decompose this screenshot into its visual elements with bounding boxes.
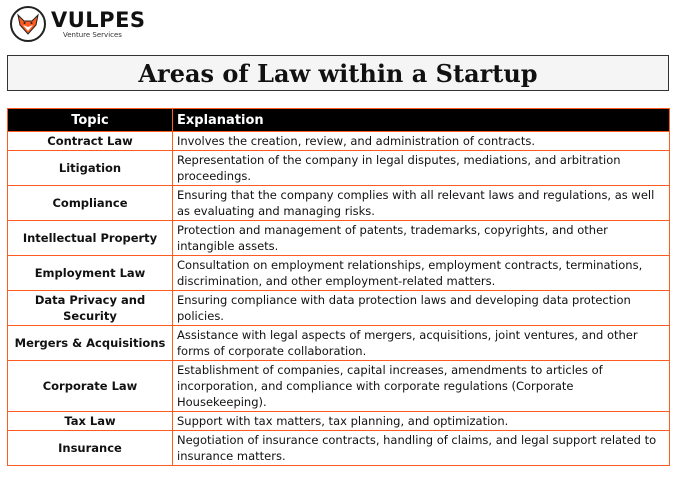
table-header-row [8,109,670,132]
table-row [8,326,670,361]
table-row [8,256,670,291]
brand-logo [10,6,146,42]
topic-cell: Employment Law [8,256,173,291]
topic-cell: Data Privacy and Security [8,291,173,326]
page-title: Areas of Law within a Startup [138,58,538,88]
explanation-cell: Establishment of companies, capital increases, amendments to articles of incorporation, and compliance with corporate regulations (Corporate Housekeeping). [173,361,670,412]
explanation-cell: Assistance with legal aspects of mergers, acquisitions, joint ventures, and other forms of corporate collaboration. [173,326,670,361]
topic-cell: Insurance [8,431,173,466]
topic-cell: Litigation [8,151,173,186]
table-row [8,291,670,326]
explanation-cell: Consultation on employment relationships, employment contracts, terminations, discrimination, and other employment-related matters. [173,256,670,291]
table-row [8,361,670,412]
explanation-cell: Protection and management of patents, trademarks, copyrights, and other intangible assets. [173,221,670,256]
explanation-cell: Ensuring compliance with data protection laws and developing data protection policies. [173,291,670,326]
table-row [8,132,670,151]
topic-cell: Tax Law [8,412,173,431]
explanation-cell: Negotiation of insurance contracts, handling of claims, and legal support related to insurance matters. [173,431,670,466]
table-row [8,151,670,186]
explanation-cell: Representation of the company in legal disputes, mediations, and arbitration proceedings. [173,151,670,186]
table-row [8,412,670,431]
table-row [8,221,670,256]
law-areas-table [7,108,670,466]
brand-name: VULPES [51,7,146,32]
column-header-explanation: Explanation [173,109,670,132]
brand-tagline: Venture Services [63,30,122,39]
topic-cell: Compliance [8,186,173,221]
explanation-cell: Support with tax matters, tax planning, and optimization. [173,412,670,431]
column-header-topic: Topic [8,109,173,132]
table-row [8,186,670,221]
topic-cell: Mergers & Acquisitions [8,326,173,361]
topic-cell: Contract Law [8,132,173,151]
topic-cell: Corporate Law [8,361,173,412]
explanation-cell: Involves the creation, review, and administration of contracts. [173,132,670,151]
title-banner [7,55,669,91]
table-row [8,431,670,466]
explanation-cell: Ensuring that the company complies with all relevant laws and regulations, as well as evaluating and managing risks. [173,186,670,221]
topic-cell: Intellectual Property [8,221,173,256]
fox-icon [10,6,46,42]
